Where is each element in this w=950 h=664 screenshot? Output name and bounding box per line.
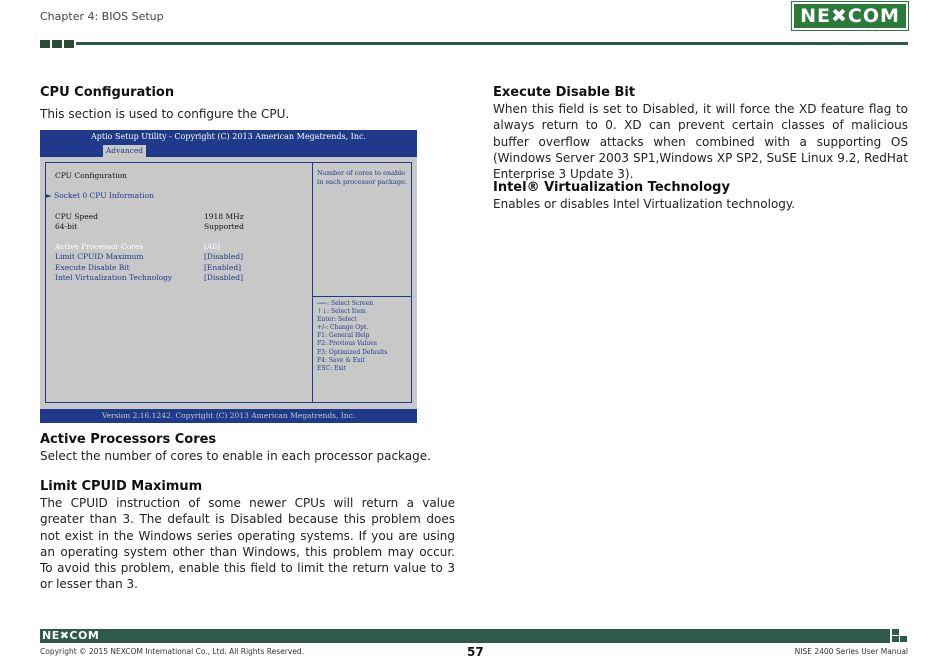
cpu-speed-label: CPU Speed — [55, 212, 98, 221]
bios-option-label[interactable]: Limit CPUID Maximum — [55, 252, 144, 261]
key-hint: →←: Select Screen — [317, 300, 374, 307]
bios-divider — [312, 162, 313, 403]
bios-option-value[interactable]: [Disabled] — [204, 252, 244, 261]
active-cores-heading: Active Processors Cores — [40, 432, 217, 447]
bios-screen — [40, 130, 417, 423]
execute-disable-text: When this field is set to Disabled, it will force the XD feature flag to always return to 0. XD can prevent certain classes of malicious buffer overflow attacks when combined with a supporting OS (Windows Server 2003 SP1,Windows XP SP2, SuSE Linux 9.2, RedHat Enterprise 3 Update 3). — [493, 102, 908, 182]
active-cores-text: Select the number of cores to enable in each processor package. — [40, 449, 431, 463]
key-hint: F2: Previous Values — [317, 340, 377, 348]
bios-title: Aptio Setup Utility - Copyright (C) 2013 American Megatrends, Inc. — [90, 132, 367, 141]
cpu-config-text: This section is used to configure the CPU. — [40, 107, 290, 121]
logo-text: NE✖COM — [800, 5, 900, 27]
footer-squares — [892, 629, 908, 643]
bios-help-divider — [312, 296, 412, 297]
limit-cpuid-heading: Limit CPUID Maximum — [40, 479, 203, 494]
bios-footer: Version 2.16.1242. Copyright (C) 2013 American Megatrends, Inc. — [40, 409, 417, 423]
bios-option-value[interactable]: [Enabled] — [204, 263, 242, 272]
page-number: 57 — [467, 645, 484, 659]
key-hint: F4: Save & Exit — [317, 356, 365, 364]
bios-tab-advanced[interactable]: Advanced — [103, 145, 146, 157]
footer-logo: NE✖COM — [42, 629, 100, 642]
bit64-label: 64-bit — [55, 222, 78, 231]
key-hint: F3: Optimized Defaults — [317, 348, 388, 356]
bios-socket-info[interactable]: ► Socket 0 CPU Information — [46, 191, 154, 200]
key-hint: ↑↓: Select Item — [317, 308, 366, 316]
execute-disable-heading: Execute Disable Bit — [493, 85, 636, 100]
bios-heading: CPU Configuration — [55, 171, 127, 180]
header-squares — [40, 40, 74, 48]
bios-help-text: Number of cores to enable in each processor package. — [317, 169, 407, 186]
bit64-value: Supported — [204, 222, 244, 231]
limit-cpuid-text: The CPUID instruction of some newer CPUs will return a value greater than 3. The default is Disabled because this problem does not exist in the Windows series operating systems. If you are using an operating system other than Windows, this problem may occur. To avoid this problem, enable this field to limit the return value to 3 or lesser than 3. — [40, 496, 455, 592]
virtualization-heading: Intel® Virtualization Technology — [493, 180, 730, 195]
virtualization-text: Enables or disables Intel Virtualization technology. — [493, 197, 796, 211]
chapter-title: Chapter 4: BIOS Setup — [40, 10, 164, 23]
header-rule — [76, 42, 908, 45]
cpu-speed-value: 1918 MHz — [204, 212, 244, 221]
bios-option-label[interactable]: Intel Virtualization Technology — [55, 273, 173, 282]
copyright-text: Copyright © 2015 NEXCOM International Co., Ltd. All Rights Reserved. — [40, 647, 305, 656]
key-hint: Enter: Select — [317, 316, 357, 324]
bios-option-label[interactable]: Active Processor Cores — [55, 242, 144, 251]
nexcom-logo — [792, 2, 908, 30]
key-hint: ESC: Exit — [317, 364, 347, 372]
footer-bar — [40, 629, 890, 643]
bios-key-legend — [317, 300, 388, 373]
cpu-config-heading: CPU Configuration — [40, 85, 175, 100]
manual-title: NISE 2400 Series User Manual — [794, 647, 908, 656]
key-hint: F1: General Help — [317, 332, 370, 340]
key-hint: +/-: Change Opt. — [317, 324, 369, 332]
bios-option-label[interactable]: Execute Disable Bit — [55, 263, 130, 272]
bios-option-value[interactable]: [Disabled] — [204, 273, 244, 282]
bios-option-value[interactable]: [All] — [204, 242, 221, 251]
